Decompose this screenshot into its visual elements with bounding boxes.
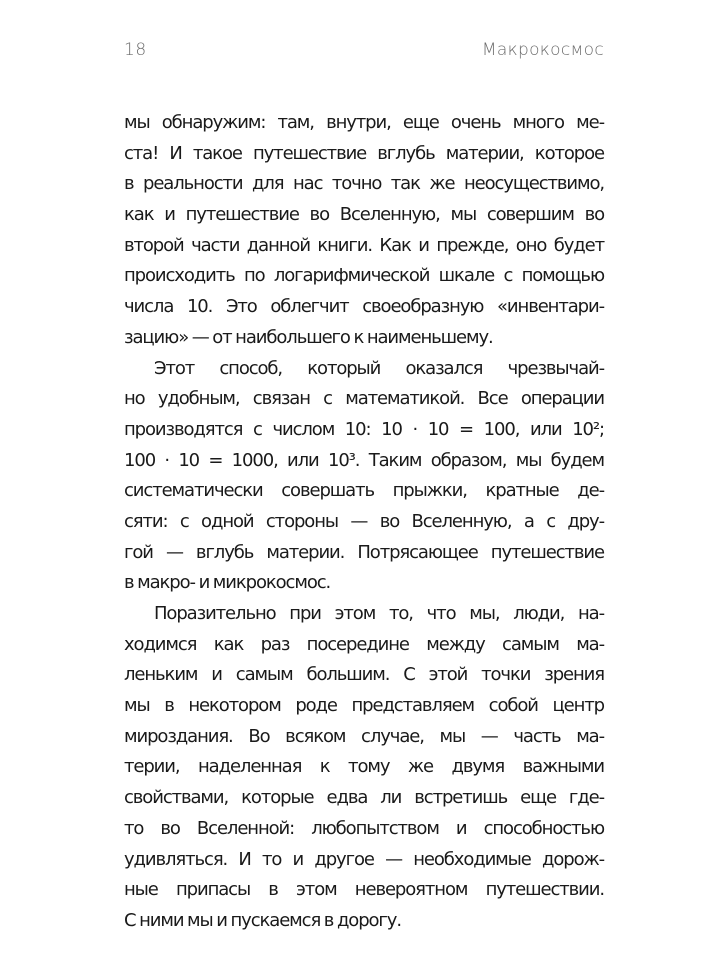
text-line: свойствами, которые едва ли встретишь еще где- — [124, 787, 604, 809]
text-line: мы в некотором роде представляем собой центр — [124, 695, 604, 717]
text-line: ходимся как раз посередине между самым ма- — [124, 633, 604, 655]
text-line: происходить по логарифмической шкале с помощью — [124, 265, 604, 287]
text-line: то во Вселенной: любопытством и способностью — [124, 817, 604, 839]
text-line: в макро- и микрокосмос. — [124, 572, 331, 594]
text-line: 100 · 10 = 1000, или 10³. Таким образом, мы будем — [124, 449, 604, 471]
text-line: в реальности для нас точно так же неосуществимо, — [124, 173, 604, 195]
text-line: гой — вглубь материи. Потрясающее путешествие — [124, 541, 604, 563]
running-head — [124, 40, 604, 66]
text-line: как и путешествие во Вселенную, мы совершим во — [124, 204, 604, 226]
text-line: удивляться. И то и другое — необходимые дорож- — [124, 848, 604, 870]
section-title: Макрокосмос — [481, 40, 604, 60]
body-text — [124, 108, 604, 937]
text-line: терии, наделенная к тому же двумя важными — [124, 756, 604, 778]
text-line: сяти: с одной стороны — во Вселенную, а с дру- — [124, 510, 604, 532]
text-line: производятся с числом 10: 10 · 10 = 100, или 10²; — [124, 418, 604, 440]
text-line: Поразительно при этом то, что мы, люди, на- — [154, 603, 604, 624]
text-line: второй части данной книги. Как и прежде, оно будет — [124, 234, 604, 256]
text-line: ные припасы в этом невероятном путешествии. — [124, 879, 604, 901]
text-line: С ними мы и пускаемся в дорогу. — [124, 909, 401, 931]
text-line: Этот способ, который оказался чрезвычай- — [154, 357, 604, 379]
text-line: систематически совершать прыжки, кратные де- — [124, 480, 604, 502]
text-line: леньким и самым большим. С этой точки зрения — [124, 664, 604, 686]
text-line: мы обнаружим: там, внутри, еще очень много ме- — [124, 112, 604, 133]
text-line: числа 10. Это облегчит своеобразную «инвентари- — [124, 296, 604, 318]
text-line: зацию» — от наибольшего к наименьшему. — [124, 326, 493, 348]
text-line: мироздания. Во всяком случае, мы — часть ма- — [124, 725, 604, 747]
text-line: ста! И такое путешествие вглубь материи, которое — [124, 142, 604, 164]
text-line: но удобным, связан с математикой. Все операции — [124, 388, 604, 410]
page-number: 18 — [124, 40, 147, 60]
